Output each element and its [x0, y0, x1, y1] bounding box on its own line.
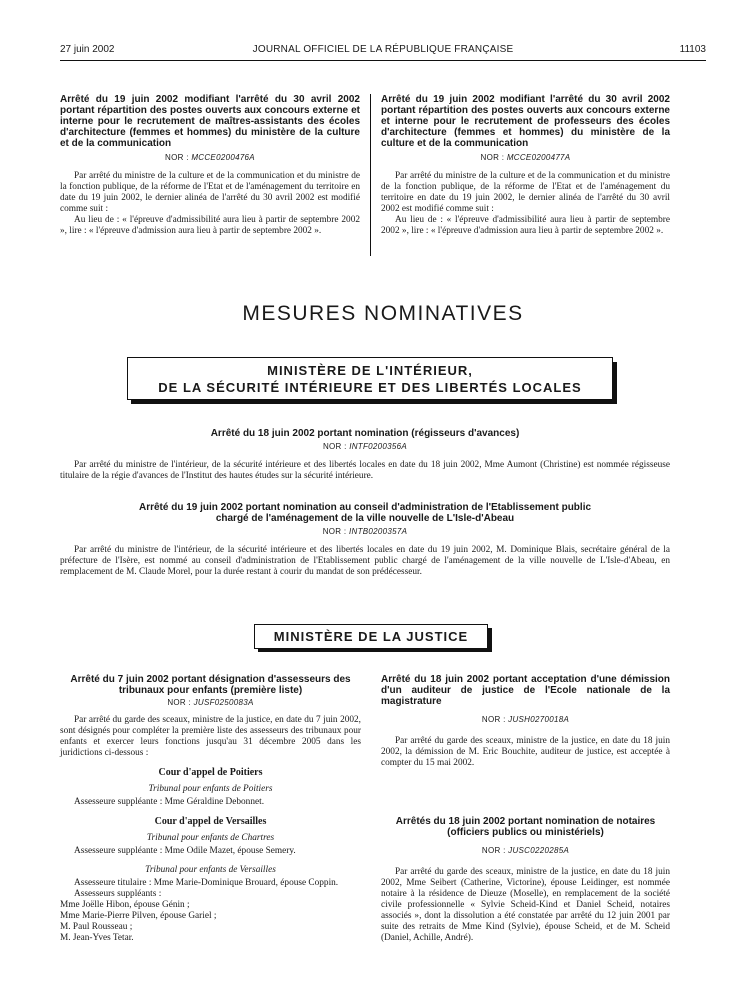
article-isle-abeau [60, 502, 670, 578]
assesseur-name: Mme Marie-Pierre Pilven, épouse Gariel ; [60, 911, 217, 921]
nor-code: INTB0200357A [348, 527, 408, 536]
tribunal-heading: Tribunal pour enfants de Chartres [146, 833, 275, 843]
article-paragraph: Par arrêté du ministre de la culture et de la communication et du ministre de la fonction publique, de la réforme de l'Etat et de l'aménagement du territoire en date du 19 juin 2002, le dernier alinéa de l'arrêté du 30 avril 2002 est modifié comme suit : [60, 171, 360, 214]
ministry-box-interieur [127, 357, 613, 400]
article-paragraph: Par arrêté du ministre de la culture et de la communication et du ministre de la fonction publique, de la réforme de l'Etat et de l'aménagement du territoire en date du 19 juin 2002, le dernier alinéa de l'arrêté du 30 avril 2002 est modifié comme suit : [381, 171, 670, 214]
nor-label: NOR : [322, 527, 347, 536]
assesseur-name: Mme Joëlle Hibon, épouse Génin ; [60, 900, 190, 910]
nor-code: INTF0200356A [349, 442, 408, 451]
article-professeurs [381, 94, 670, 237]
article-title: Arrêté du 18 juin 2002 portant acceptation d'une démission d'un auditeur de justice de l'Ecole nationale de la magistrature [381, 674, 670, 707]
article-paragraph: Au lieu de : « l'épreuve d'admissibilité aura lieu à partir de septembre 2002 », lire : « l'épreuve d'admission aura lieu à partir de septembre 2002 ». [381, 215, 670, 236]
nor-reference [60, 442, 670, 451]
nor-reference [381, 153, 670, 162]
nor-reference [381, 715, 670, 724]
nor-label: NOR : [322, 442, 347, 451]
ministry-box-justice [254, 624, 488, 649]
page-header [60, 44, 706, 60]
nor-code: MCCE0200477A [506, 153, 571, 162]
nor-code: JUSC0220285A [508, 846, 570, 855]
nor-label: NOR : [481, 846, 506, 855]
tribunal-heading: Tribunal pour enfants de Poitiers [148, 784, 273, 794]
article-demission [381, 674, 670, 769]
header-rule [60, 60, 706, 61]
header-page-number: 11103 [679, 44, 706, 55]
article-maitres-assistants [60, 94, 360, 237]
tribunal-heading: Tribunal pour enfants de Versailles [145, 865, 276, 875]
article-paragraph: Par arrêté du garde des sceaux, ministre de la justice, en date du 18 juin 2002, Mme Seibert (Catherine, Victorine), épouse Leidinger, est nommée notaire à la résidence de Dieuze (Moselle), en remplacement de la société civile professionnelle « Sylvie Scheid-Kind et Daniel Scheid, notaires associés », dont la dissolution a été constatée par arrêté du 12 juin 2001 par suite des retraits de Mme Kind (Sylvie), épouse Scheid, et de M. Scheid (Daniel, Achille, André). [381, 867, 670, 943]
section-heading: MESURES NOMINATIVES [242, 302, 524, 325]
ministry-name-line1: MINISTÈRE DE L'INTÉRIEUR, [267, 363, 473, 378]
article-paragraph: Par arrêté du garde des sceaux, ministre de la justice, en date du 7 juin 2002, sont désignés pour compléter la première liste des assesseurs des tribunaux pour enfants et exercer leurs fonctions jusqu'au 31 décembre 2005 dans les juridictions ci-dessous : [60, 715, 361, 758]
article-title: Arrêtés du 18 juin 2002 portant nomination de notaires (officiers publics ou ministériels) [395, 816, 656, 838]
article-title-line1: Arrêté du 19 juin 2002 portant nomination au conseil d'administration de l'Etablissement public [138, 502, 592, 513]
assesseur-name: M. Jean-Yves Tetar. [60, 933, 134, 943]
article-paragraph: Au lieu de : « l'épreuve d'admissibilité aura lieu à partir de septembre 2002 », lire : « l'épreuve d'admission aura lieu à partir de septembre 2002 ». [60, 215, 360, 236]
nor-label: NOR : [481, 715, 506, 724]
article-assesseurs [60, 674, 361, 944]
article-paragraph: Par arrêté du garde des sceaux, ministre de la justice, en date du 18 juin 2002, la démission de M. Eric Bouchite, auditeur de justice, est acceptée à compter du 15 mai 2002. [381, 736, 670, 768]
nor-code: JUSF0250083A [193, 698, 254, 707]
article-title: Arrêté du 19 juin 2002 modifiant l'arrêté du 30 avril 2002 portant répartition des postes ouverts aux concours externe et interne pour le recrutement de maîtres-assistants des écoles d'architecture (femmes et hommes) du ministère de la culture et de la communication [60, 94, 360, 149]
ministry-name: MINISTÈRE DE LA JUSTICE [273, 629, 469, 644]
nor-reference [60, 527, 670, 536]
article-title: Arrêté du 19 juin 2002 modifiant l'arrêté du 30 avril 2002 portant répartition des postes ouverts aux concours externe et interne pour le recrutement de professeurs des écoles d'architecture (femmes et hommes) du ministère de la culture et de la communication [381, 94, 670, 149]
article-paragraph: Par arrêté du ministre de l'intérieur, de la sécurité intérieure et des libertés locales en date du 19 juin 2002, M. Dominique Blais, secrétaire général de la préfecture de l'Isère, est nommé au conseil d'administration de l'Etablissement public chargé de l'aménagement de la ville nouvelle de L'Isle-d'Abeau, en remplacement de M. Claude Morel, pour la durée restant à courir du mandat de son prédécesseur. [60, 545, 670, 577]
header-date: 27 juin 2002 [60, 44, 115, 55]
nor-reference [60, 153, 360, 162]
cour-heading: Cour d'appel de Versailles [154, 816, 267, 827]
nor-reference [381, 846, 670, 855]
column-divider [370, 94, 371, 256]
assesseur-line: Assesseure suppléante : Mme Odile Mazet, épouse Semery. [74, 846, 296, 856]
article-title: Arrêté du 7 juin 2002 portant désignation d'assesseurs des tribunaux pour enfants (première liste) [70, 674, 351, 696]
article-title: Arrêté du 18 juin 2002 portant nomination (régisseurs d'avances) [210, 428, 520, 439]
nor-code: JUSH0270018A [508, 715, 570, 724]
nor-label: NOR : [480, 153, 505, 162]
cour-heading: Cour d'appel de Poitiers [158, 767, 263, 778]
article-paragraph: Par arrêté du ministre de l'intérieur, de la sécurité intérieure et des libertés locales en date du 18 juin 2002, Mme Aumont (Christine) est nommée régisseuse titulaire de la régie d'avances de l'Institut des hautes études sur la sécurité intérieure. [60, 460, 670, 481]
article-notaires [381, 816, 670, 944]
article-title-line2: chargé de l'aménagement de la ville nouvelle de L'Isle-d'Abeau [215, 513, 515, 524]
nor-label: NOR : [167, 698, 192, 707]
assesseur-name: M. Paul Rousseau ; [60, 922, 133, 932]
assesseurs-suppleants-heading: Assesseurs suppléants : [74, 889, 162, 899]
assesseur-line: Assesseure titulaire : Mme Marie-Dominique Brouard, épouse Coppin. [74, 878, 339, 888]
header-journal-title: JOURNAL OFFICIEL DE LA RÉPUBLIQUE FRANÇAISE [252, 44, 514, 55]
ministry-name-line2: DE LA SÉCURITÉ INTÉRIEURE ET DES LIBERTÉS LOCALES [158, 380, 582, 395]
article-regisseurs [60, 428, 670, 482]
assesseur-line: Assesseure suppléante : Mme Géraldine Debonnet. [74, 797, 265, 807]
nor-code: MCCE0200476A [191, 153, 255, 162]
nor-label: NOR : [165, 153, 189, 162]
nor-reference [60, 698, 361, 707]
